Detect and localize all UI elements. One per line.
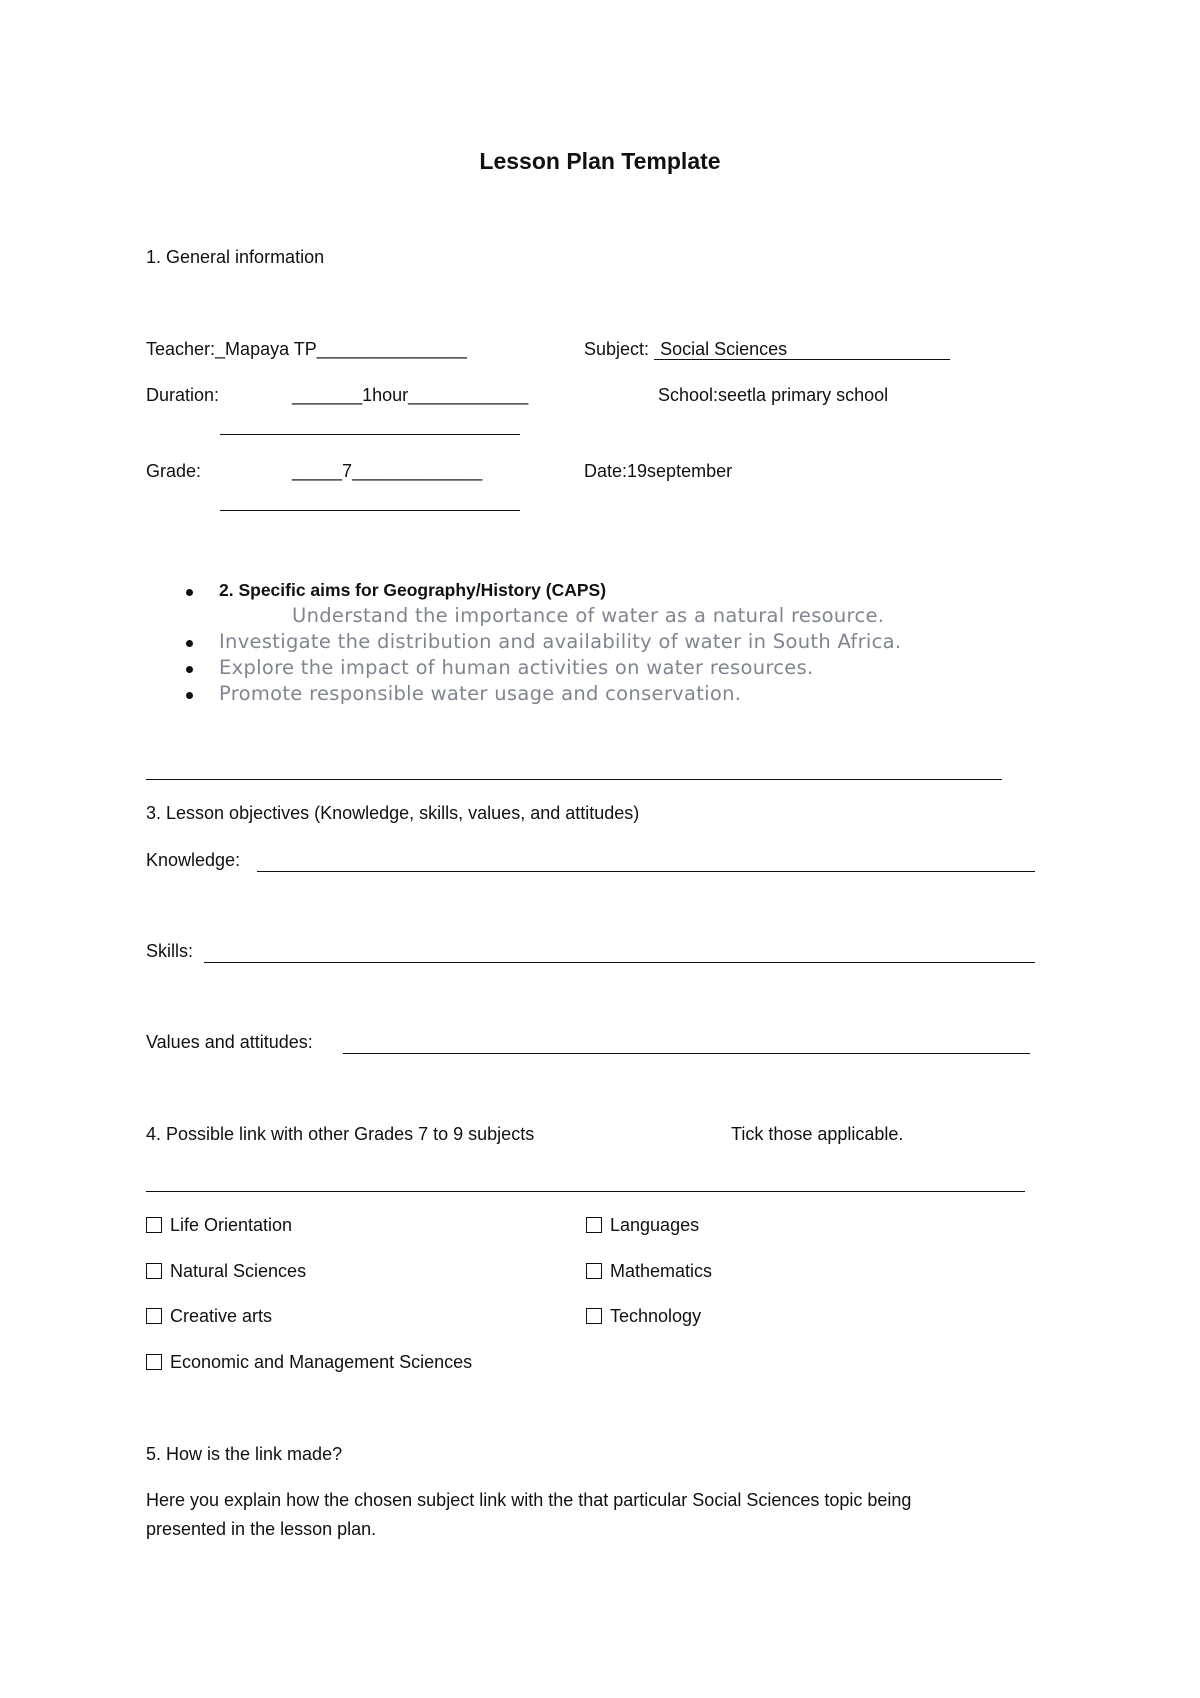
section-divider — [146, 1191, 1025, 1192]
subject-option[interactable] — [146, 1306, 272, 1327]
subject-option-label: Natural Sciences — [170, 1261, 307, 1281]
bullet — [186, 666, 193, 673]
subject-option-label: Technology — [610, 1306, 702, 1326]
checkbox[interactable] — [146, 1308, 162, 1324]
values-label: Values and attitudes: — [146, 1032, 313, 1052]
checkbox[interactable] — [586, 1308, 602, 1324]
link-explanation-line-1: Here you explain how the chosen subject link with the that particular Social Sciences topic being — [146, 1490, 912, 1510]
aim-item: Understand the importance of water as a natural resource. — [292, 604, 885, 627]
checkbox[interactable] — [586, 1263, 602, 1279]
knowledge-label: Knowledge: — [146, 850, 241, 870]
objectives-heading: 3. Lesson objectives (Knowledge, skills, values, and attitudes) — [146, 803, 640, 823]
link-subjects-heading: 4. Possible link with other Grades 7 to 9 subjects — [146, 1124, 535, 1144]
general-info-heading: 1. General information — [146, 247, 325, 267]
skills-line — [204, 962, 1035, 963]
aim-item: Investigate the distribution and availability of water in South Africa. — [219, 630, 902, 653]
grade-value: _____7_____________ — [292, 461, 483, 481]
tick-note: Tick those applicable. — [731, 1124, 904, 1144]
subject-label: Subject: — [584, 339, 650, 359]
checkbox[interactable] — [586, 1217, 602, 1233]
date-value: Date:19september — [584, 461, 733, 481]
subject-option[interactable] — [586, 1261, 712, 1282]
aim-item: Explore the impact of human activities on water resources. — [219, 656, 814, 679]
teacher-value: _Mapaya TP_______________ — [215, 339, 467, 359]
duration-label: Duration: — [146, 385, 220, 405]
link-made-heading: 5. How is the link made? — [146, 1444, 343, 1464]
duration-value: _______1hour____________ — [292, 385, 529, 405]
checkbox[interactable] — [146, 1263, 162, 1279]
teacher-label: Teacher: — [146, 339, 216, 359]
subject-option[interactable] — [586, 1215, 699, 1236]
subject-option-label: Mathematics — [610, 1261, 713, 1281]
grade-label: Grade: — [146, 461, 202, 481]
teacher-field — [146, 339, 467, 360]
values-line — [343, 1053, 1030, 1054]
bullet — [186, 692, 193, 699]
skills-label: Skills: — [146, 941, 194, 961]
specific-aims-heading: 2. Specific aims for Geography/History (CAPS) — [219, 580, 607, 600]
subject-field — [584, 339, 950, 360]
school-value: School:seetla primary school — [658, 385, 889, 405]
bullet — [186, 589, 193, 596]
subject-option[interactable] — [146, 1215, 292, 1236]
knowledge-line — [257, 871, 1035, 872]
checkbox[interactable] — [146, 1217, 162, 1233]
subject-option-label: Creative arts — [170, 1306, 273, 1326]
aim-item: Promote responsible water usage and conservation. — [219, 682, 742, 705]
subject-option-label: Languages — [610, 1215, 700, 1235]
subject-value: Social Sciences — [654, 339, 950, 360]
bullet — [186, 640, 193, 647]
subject-option[interactable] — [586, 1306, 701, 1327]
subject-option[interactable] — [146, 1352, 472, 1373]
subject-option[interactable] — [146, 1261, 306, 1282]
grade-underline — [220, 510, 520, 511]
duration-underline — [220, 434, 520, 435]
section-divider — [146, 779, 1002, 780]
page-title: Lesson Plan Template — [479, 148, 721, 174]
subject-option-label: Life Orientation — [170, 1215, 293, 1235]
link-explanation-line-2: presented in the lesson plan. — [146, 1519, 377, 1539]
checkbox[interactable] — [146, 1354, 162, 1370]
subject-option-label: Economic and Management Sciences — [170, 1352, 473, 1372]
